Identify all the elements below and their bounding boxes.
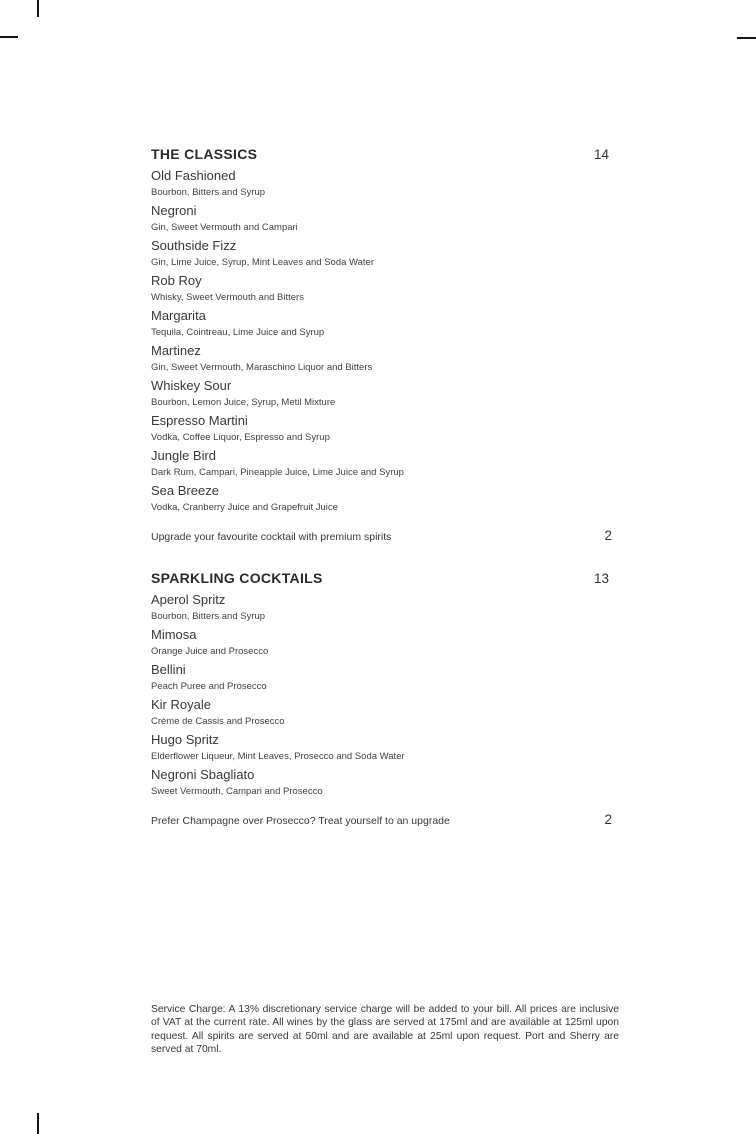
- item-name: Kir Royale: [151, 697, 211, 712]
- crop-mark-top-right-horizontal: [737, 37, 756, 39]
- menu-item: [151, 377, 619, 412]
- item-name: Jungle Bird: [151, 448, 217, 463]
- section-price: 13: [593, 571, 609, 586]
- section-the-classics: [151, 146, 619, 545]
- item-name: Margarita: [151, 308, 206, 323]
- item-description: Dark Rum, Campari, Pineapple Juice, Lime Juice and Syrup: [151, 467, 404, 478]
- item-name: Negroni: [151, 203, 197, 218]
- item-name: Aperol Spritz: [151, 592, 226, 607]
- menu-item: [151, 412, 619, 447]
- section-title: SPARKLING COCKTAILS: [151, 570, 323, 586]
- upgrade-price: 2: [604, 528, 612, 543]
- section-sparkling-cocktails: [151, 570, 619, 829]
- menu-item: [151, 661, 619, 696]
- item-name: Espresso Martini: [151, 413, 248, 428]
- menu-item: [151, 307, 619, 342]
- upgrade-note-row: [151, 528, 619, 545]
- menu-item: [151, 626, 619, 661]
- item-description: Sweet Vermouth, Campari and Prosecco: [151, 786, 323, 797]
- item-description: Bourbon, Bitters and Syrup: [151, 611, 266, 622]
- menu-item: [151, 447, 619, 482]
- item-description: Tequila, Cointreau, Lime Juice and Syrup: [151, 327, 325, 338]
- menu-item: [151, 237, 619, 272]
- item-description: Vodka, Cranberry Juice and Grapefruit Juice: [151, 502, 338, 513]
- item-description: Vodka, Coffee Liquor, Espresso and Syrup: [151, 432, 330, 443]
- service-charge-notice: Service Charge: A 13% discretionary service charge will be added to your bill. All prices are inclusive of VAT at the current rate. All wines by the glass are served at 175ml and are available at 125ml upon request. All spirits are served at 50ml and are available at 25ml upon request. Port and Sherry are served at 70ml.: [151, 1004, 619, 1055]
- item-name: Hugo Spritz: [151, 732, 219, 747]
- menu-content: [151, 146, 619, 829]
- item-name: Rob Roy: [151, 273, 202, 288]
- upgrade-price: 2: [604, 812, 612, 827]
- menu-item: [151, 766, 619, 801]
- menu-item: [151, 482, 619, 517]
- item-description: Gin, Sweet Vermouth, Maraschino Liquor and Bitters: [151, 362, 373, 373]
- section-header: [151, 570, 619, 591]
- item-name: Southside Fizz: [151, 238, 237, 253]
- item-name: Sea Breeze: [151, 483, 219, 498]
- item-description: Whisky, Sweet Vermouth and Bitters: [151, 292, 304, 303]
- item-name: Old Fashioned: [151, 168, 236, 183]
- menu-item: [151, 696, 619, 731]
- item-description: Bourbon, Bitters and Syrup: [151, 187, 266, 198]
- upgrade-note: Prefer Champagne over Prosecco? Treat yourself to an upgrade: [151, 815, 450, 827]
- menu-item: [151, 272, 619, 307]
- menu-item: [151, 591, 619, 626]
- item-description: Peach Puree and Prosecco: [151, 681, 267, 692]
- crop-mark-top-left-vertical: [37, 0, 39, 17]
- item-description: Gin, Lime Juice, Syrup, Mint Leaves and Soda Water: [151, 257, 375, 268]
- crop-mark-top-left-horizontal: [0, 36, 18, 38]
- menu-item: [151, 167, 619, 202]
- upgrade-note: Upgrade your favourite cocktail with premium spirits: [151, 531, 392, 543]
- menu-item: [151, 342, 619, 377]
- item-name: Whiskey Sour: [151, 378, 232, 393]
- item-description: Bourbon, Lemon Juice, Syrup, Metil Mixture: [151, 397, 336, 408]
- crop-mark-bottom-left-vertical: [37, 1113, 39, 1134]
- item-name: Negroni Sbagliato: [151, 767, 255, 782]
- item-name: Bellini: [151, 662, 186, 677]
- section-title: THE CLASSICS: [151, 146, 258, 162]
- item-name: Martinez: [151, 343, 201, 358]
- item-name: Mimosa: [151, 627, 197, 642]
- item-description: Crème de Cassis and Prosecco: [151, 716, 285, 727]
- item-description: Orange Juice and Prosecco: [151, 646, 269, 657]
- item-description: Elderflower Liqueur, Mint Leaves, Prosecco and Soda Water: [151, 751, 405, 762]
- section-header: [151, 146, 619, 167]
- menu-item: [151, 731, 619, 766]
- item-description: Gin, Sweet Vermouth and Campari: [151, 222, 298, 233]
- menu-item: [151, 202, 619, 237]
- upgrade-note-row: [151, 812, 619, 829]
- section-price: 14: [593, 147, 609, 162]
